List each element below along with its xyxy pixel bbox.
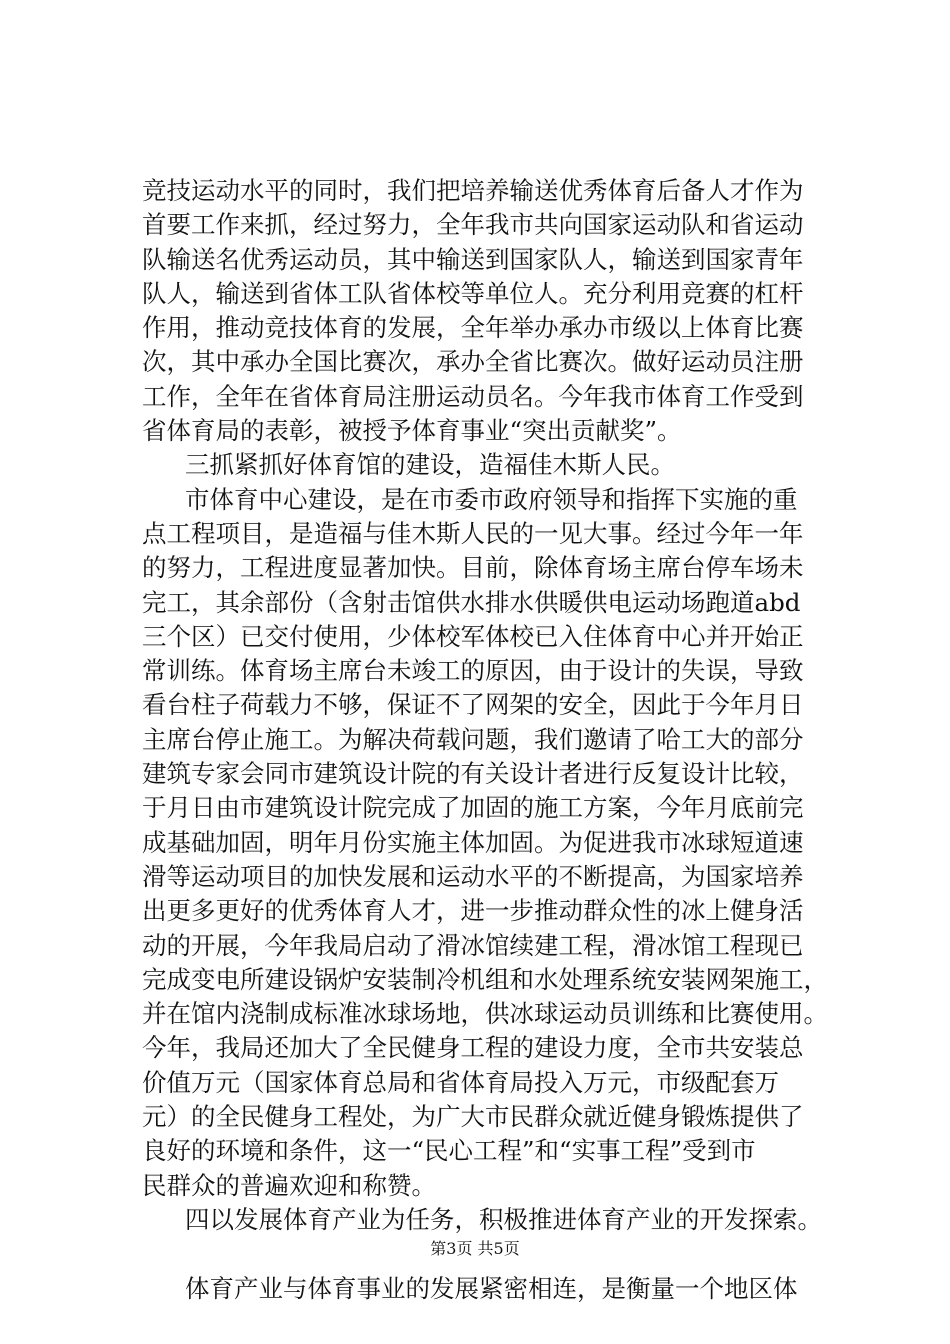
document-body xyxy=(142,174,842,1306)
text-line: 民群众的普遍欢迎和称赞。 xyxy=(142,1170,436,1200)
text-line: 体育产业与体育事业的发展紧密相连，是衡量一个地区体 xyxy=(185,1273,798,1303)
text-line: 出更多更好的优秀体育人才，进一步推动群众性的冰上健身活 xyxy=(142,896,804,926)
text-line: 工作，全年在省体育局注册运动员名。今年我市体育工作受到 xyxy=(142,381,804,411)
text-line: 于月日由市建筑设计院完成了加固的施工方案，今年月底前完 xyxy=(142,793,804,823)
text-line: 点工程项目，是造福与佳木斯人民的一见大事。经过今年一年 xyxy=(142,518,804,548)
text-line: 四以发展体育产业为任务，积极推进体育产业的开发探索。 xyxy=(185,1204,822,1234)
text-line: 看台柱子荷载力不够，保证不了网架的安全，因此于今年月日 xyxy=(142,690,804,720)
text-line: 价值万元（国家体育总局和省体育局投入万元，市级配套万 xyxy=(142,1067,779,1097)
text-line: 的努力，工程进度显著加快。目前，除体育场主席台停车场未 xyxy=(142,553,804,583)
text-line: 元）的全民健身工程处，为广大市民群众就近健身锻炼提供了 xyxy=(142,1102,804,1132)
text-line: 三个区）已交付使用，少体校军体校已入住体育中心并开始正 xyxy=(142,621,804,651)
text-line: 竞技运动水平的同时，我们把培养输送优秀体育后备人才作为 xyxy=(142,176,804,205)
text-line: 动的开展，今年我局启动了滑冰馆续建工程，滑冰馆工程现已 xyxy=(142,930,804,960)
text-line: 市体育中心建设，是在市委市政府领导和指挥下实施的重 xyxy=(185,484,798,514)
text-line: 三抓紧抓好体育馆的建设，造福佳木斯人民。 xyxy=(185,450,675,480)
text-line: 建筑专家会同市建筑设计院的有关设计者进行反复设计比较， xyxy=(142,759,804,789)
text-line: 队输送名优秀运动员，其中输送到国家队人，输送到国家青年 xyxy=(142,244,804,274)
text-line: 完工，其余部份（含射击馆供水排水供暖供电运动场跑道abd xyxy=(142,587,801,617)
text-line: 首要工作来抓，经过努力，全年我市共向国家运动队和省运动 xyxy=(142,210,804,240)
text-line: 完成变电所建设锅炉安装制冷机组和水处理系统安装网架施工， xyxy=(142,964,828,994)
text-line: 成基础加固，明年月份实施主体加固。为促进我市冰球短道速 xyxy=(142,827,804,857)
text-line: 作用，推动竞技体育的发展，全年举办承办市级以上体育比赛 xyxy=(142,313,804,343)
text-line: 今年，我局还加大了全民健身工程的建设力度，全市共安装总 xyxy=(142,1033,804,1063)
page-footer: 第3页 共5页 xyxy=(430,1239,520,1258)
text-line: 主席台停止施工。为解决荷载问题，我们邀请了哈工大的部分 xyxy=(142,724,804,754)
text-line: 次，其中承办全国比赛次，承办全省比赛次。做好运动员注册 xyxy=(142,347,804,377)
text-line: 滑等运动项目的加快发展和运动水平的不断提高，为国家培养 xyxy=(142,861,804,891)
text-line: 队人，输送到省体工队省体校等单位人。充分利用竞赛的杠杆 xyxy=(142,278,804,308)
text-line: 良好的环境和条件，这一“民心工程”和“实事工程”受到市 xyxy=(142,1136,756,1166)
text-line: 常训练。体育场主席台未竣工的原因，由于设计的失误，导致 xyxy=(142,656,804,686)
text-line: 省体育局的表彰，被授予体育事业“突出贡献奖”。 xyxy=(142,416,682,446)
text-line: 并在馆内浇制成标准冰球场地，供冰球运动员训练和比赛使用。 xyxy=(142,999,828,1029)
